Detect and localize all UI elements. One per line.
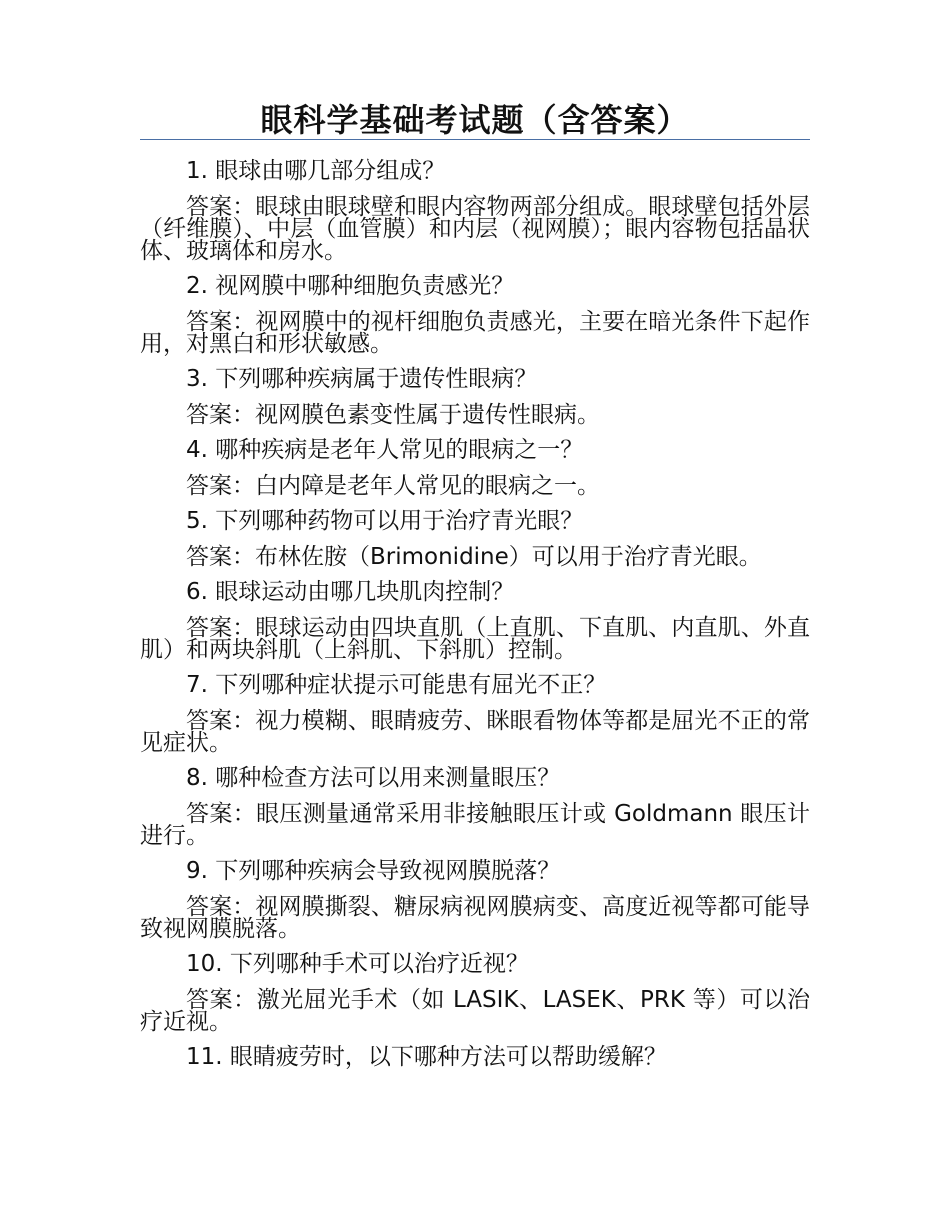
title-underline	[140, 139, 810, 140]
question-text: 3. 下列哪种疾病属于遗传性眼病？	[186, 366, 538, 392]
page-title: 眼科学基础考试题（含答案）	[260, 101, 690, 139]
qa-item	[140, 949, 810, 1033]
qa-item	[140, 1042, 810, 1072]
answer-text: 答案：眼球由眼球壁和眼内容物两部分组成。眼球壁包括外层（纤维膜）、中层（血管膜）和内层（视网膜）；眼内容物包括晶状体、玻璃体和房水。	[140, 194, 810, 264]
qa-list	[140, 152, 810, 1077]
answer-text: 答案：布林佐胺（Brimonidine）可以用于治疗青光眼。	[186, 544, 762, 570]
question-text: 6. 眼球运动由哪几块肌肉控制？	[186, 579, 515, 605]
qa-item	[140, 577, 810, 661]
qa-item	[140, 156, 810, 262]
question-text: 4. 哪种疾病是老年人常见的眼病之一？	[186, 437, 584, 463]
question-text: 2. 视网膜中哪种细胞负责感光？	[186, 273, 515, 299]
qa-item	[140, 506, 810, 568]
question-text: 5. 下列哪种药物可以用于治疗青光眼？	[186, 508, 584, 534]
qa-item	[140, 856, 810, 940]
question-text: 10. 下列哪种手术可以治疗近视？	[186, 951, 529, 977]
question-text: 1. 眼球由哪几部分组成？	[186, 158, 446, 184]
question-text: 11. 眼睛疲劳时，以下哪种方法可以帮助缓解？	[186, 1044, 667, 1070]
question-text: 9. 下列哪种疾病会导致视网膜脱落？	[186, 858, 561, 884]
qa-item	[140, 364, 810, 426]
question-text: 7. 下列哪种症状提示可能患有屈光不正？	[186, 672, 607, 698]
answer-text: 答案：视力模糊、眼睛疲劳、眯眼看物体等都是屈光不正的常见症状。	[140, 708, 810, 756]
qa-item	[140, 271, 810, 355]
answer-text: 答案：眼球运动由四块直肌（上直肌、下直肌、内直肌、外直肌）和两块斜肌（上斜肌、下斜肌）控制。	[140, 615, 810, 663]
answer-text: 答案：视网膜色素变性属于遗传性眼病。	[186, 402, 600, 428]
question-text: 8. 哪种检查方法可以用来测量眼压？	[186, 765, 561, 791]
answer-text: 答案：视网膜撕裂、糖尿病视网膜病变、高度近视等都可能导致视网膜脱落。	[140, 894, 810, 942]
qa-item	[140, 763, 810, 847]
answer-text: 答案：白内障是老年人常见的眼病之一。	[186, 473, 600, 499]
answer-text: 答案：眼压测量通常采用非接触眼压计或 Goldmann 眼压计进行。	[140, 801, 810, 849]
answer-text: 答案：激光屈光手术（如 LASIK、LASEK、PRK 等）可以治疗近视。	[140, 987, 810, 1035]
answer-text: 答案：视网膜中的视杆细胞负责感光，主要在暗光条件下起作用，对黑白和形状敏感。	[140, 309, 810, 357]
qa-item	[140, 435, 810, 497]
qa-item	[140, 670, 810, 754]
